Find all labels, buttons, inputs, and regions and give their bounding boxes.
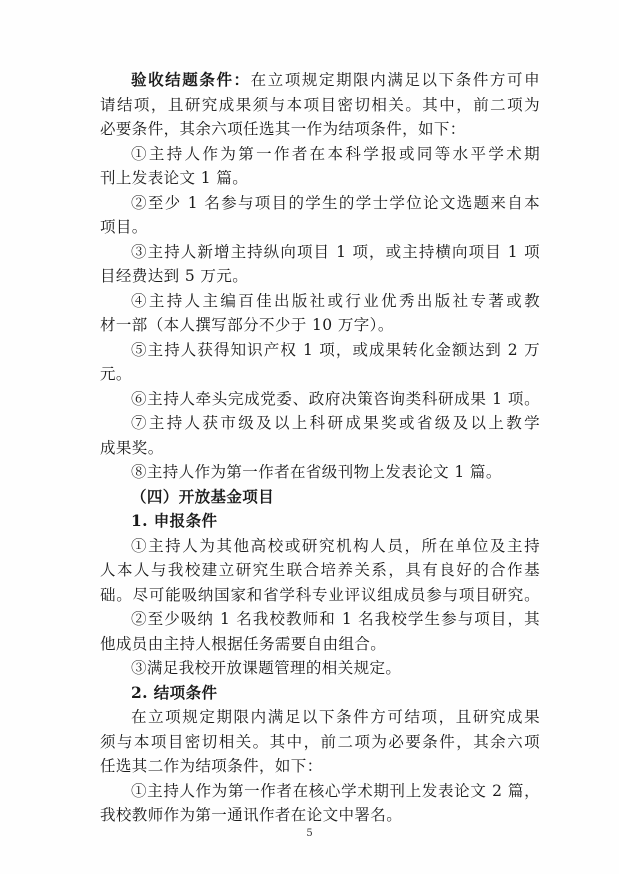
text-line [100, 264, 540, 289]
text-line [100, 803, 540, 828]
line-text: ③主持人新增主持纵向项目 1 项，或主持横向项目 1 项 [131, 242, 540, 261]
text-line [100, 583, 540, 608]
line-text: 我校教师作为第一通讯作者在论文中署名。 [100, 806, 403, 824]
text-line [100, 338, 540, 363]
text-line [100, 681, 540, 706]
line-text: 必要条件，其余六项任选其一作为结项条件，如下： [100, 120, 466, 138]
text-line [100, 240, 540, 265]
line-text: ①主持人作为第一作者在本科学报或同等水平学术期 [131, 144, 540, 163]
text-line [100, 117, 540, 142]
text-line [100, 632, 540, 657]
text-line [100, 215, 540, 240]
bold-heading: 验收结题条件： [131, 70, 251, 89]
text-line [100, 730, 540, 755]
line-text: 在立项规定期限内满足以下条件方可申 [250, 71, 540, 89]
text-line [100, 191, 540, 216]
document-body [100, 68, 540, 828]
text-line [100, 656, 540, 681]
text-line [100, 754, 540, 779]
text-line [100, 93, 540, 118]
text-line [100, 362, 540, 387]
line-text: ⑤主持人获得知识产权 1 项，或成果转化金额达到 2 万 [131, 340, 540, 359]
line-text: 成果奖。 [100, 438, 164, 457]
page-number: 5 [306, 828, 313, 839]
line-text: 材一部（本人撰写部分不少于 10 万字）。 [100, 316, 394, 334]
text-line [100, 705, 540, 730]
text-line [100, 509, 540, 534]
line-text: 刊上发表论文 1 篇。 [100, 169, 249, 187]
line-text: 元。 [100, 365, 132, 383]
text-line [100, 142, 540, 167]
text-line [100, 411, 540, 436]
text-line [100, 289, 540, 314]
line-text: ⑥主持人牵头完成党委、政府决策咨询类科研成果 1 项。 [131, 389, 540, 408]
line-text: 人本人与我校建立研究生联合培养关系，具有良好的合作基 [100, 561, 540, 579]
line-text: ①主持人作为第一作者在核心学术期刊上发表论文 2 篇， [131, 781, 540, 800]
line-text: ④主持人主编百佳出版社或行业优秀出版社专著或教 [131, 291, 540, 310]
text-line [100, 534, 540, 559]
text-line [100, 607, 540, 632]
bold-heading: （四）开放基金项目 [131, 486, 275, 506]
text-line [100, 485, 540, 510]
line-text: 任选其二作为结项条件，如下： [100, 757, 323, 775]
line-text: ③满足我校开放课题管理的相关规定。 [131, 659, 402, 677]
text-line [100, 779, 540, 804]
line-text: ⑧主持人作为第一作者在省级刊物上发表论文 1 篇。 [131, 463, 502, 481]
line-text: 项目。 [100, 218, 148, 236]
text-line [100, 436, 540, 461]
line-text: ②至少 1 名参与项目的学生的学士学位论文选题来自本 [131, 193, 540, 212]
line-text: 请结项，且研究成果须与本项目密切相关。其中，前二项为 [100, 95, 540, 114]
text-line [100, 558, 540, 583]
bold-heading: 1. 申报条件 [131, 511, 218, 530]
text-line [100, 460, 540, 485]
line-text: ②至少吸纳 1 名我校教师和 1 名我校学生参与项目，其 [131, 610, 540, 628]
text-line [100, 68, 540, 93]
line-text: 在立项规定期限内满足以下条件方可结项，且研究成果 [131, 708, 540, 726]
text-line [100, 166, 540, 191]
line-text: 目经费达到 5 万元。 [100, 267, 249, 285]
line-text: 他成员由主持人根据任务需要自由组合。 [100, 634, 387, 653]
line-text: ①主持人为其他高校或研究机构人员，所在单位及主持 [131, 536, 540, 555]
text-line [100, 387, 540, 412]
text-line [100, 313, 540, 338]
line-text: 须与本项目密切相关。其中，前二项为必要条件，其余六项 [100, 732, 540, 751]
bold-heading: 2. 结项条件 [131, 682, 218, 702]
line-text: 础。尽可能吸纳国家和省学科专业评议组成员参与项目研究。 [100, 585, 540, 604]
line-text: ⑦主持人获市级及以上科研成果奖或省级及以上教学 [131, 414, 540, 432]
